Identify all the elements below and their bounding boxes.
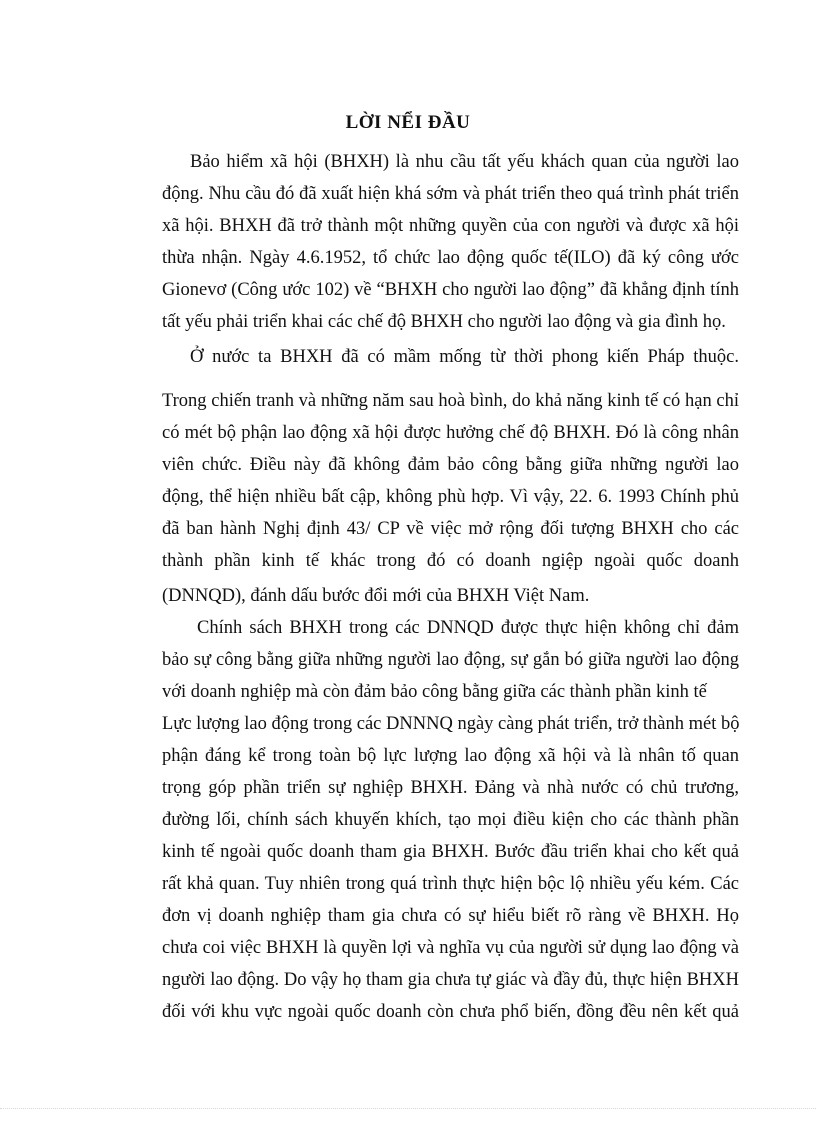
text-line: Trong chiến tranh và những năm sau hoà bình, do khả năng kinh tế có hạn chỉ [162, 391, 739, 411]
text-line: thừa nhận. Ngày 4.6.1952, tổ chức lao động quốc tế(ILO) đã ký công ước [162, 248, 739, 268]
text-line: động. Nhu cầu đó đã xuất hiện khá sớm và phát triển theo quá trình phát triển [162, 184, 739, 204]
text-line: đường lối, chính sách khuyến khích, tạo mọi điều kiện cho các thành phần [162, 810, 739, 830]
text-line: động, thể hiện nhiều bất cập, không phù hợp. Vì vậy, 22. 6. 1993 Chính phủ [162, 487, 739, 507]
text-line: tất yếu phải triển khai các chế độ BHXH cho người lao động và gia đình họ. [162, 312, 726, 332]
text-line: đã ban hành Nghị định 43/ CP về việc mở rộng đối tượng BHXH cho các [162, 519, 739, 539]
page-title: LỜI NỂI ĐẦU [345, 112, 471, 133]
text-line: kinh tế ngoài quốc doanh tham gia BHXH. Bước đầu triển khai cho kết quả [162, 842, 739, 862]
text-line: người lao động. Do vậy họ tham gia chưa tự giác và đầy đủ, thực hiện BHXH [162, 970, 739, 990]
text-line: với doanh nghiệp mà còn đảm bảo công bằng giữa các thành phần kinh tế [162, 682, 707, 702]
text-line: phận đáng kể trong toàn bộ lực lượng lao động xã hội và là nhân tố quan [162, 746, 739, 766]
text-line: bảo sự công bằng giữa những người lao động, sự gắn bó giữa người lao động [162, 650, 739, 670]
text-line: có mét bộ phận lao động xã hội được hưởng chế độ BHXH. Đó là công nhân [162, 423, 739, 443]
text-line: viên chức. Điều này đã không đảm bảo công bằng giữa những người lao [162, 455, 739, 475]
text-line: chưa coi việc BHXH là quyền lợi và nghĩa vụ của người sử dụng lao động và [162, 938, 739, 958]
page-bottom-divider [0, 1108, 816, 1109]
text-line: (DNNQD), đánh dấu bước đổi mới của BHXH Việt Nam. [162, 586, 590, 606]
text-line: đơn vị doanh nghiệp tham gia chưa có sự hiểu biết rõ ràng về BHXH. Họ [162, 906, 739, 926]
text-line: Bảo hiểm xã hội (BHXH) là nhu cầu tất yếu khách quan của người lao [190, 152, 739, 172]
text-line: Ở nước ta BHXH đã có mầm mống từ thời phong kiến Pháp thuộc. [190, 347, 739, 367]
text-line: Lực lượng lao động trong các DNNNQ ngày càng phát triển, trở thành mét bộ [162, 714, 740, 734]
text-line: xã hội. BHXH đã trở thành một những quyền của con người và được xã hội [162, 216, 739, 236]
text-line: rất khả quan. Tuy nhiên trong quá trình thực hiện bộc lộ nhiều yếu kém. Các [162, 874, 739, 894]
text-line: thành phần kinh tế khác trong đó có doanh ngiệp ngoài quốc doanh [162, 551, 739, 571]
text-line: trọng góp phần triển sự nghiệp BHXH. Đảng và nhà nước có chủ trương, [162, 778, 739, 798]
text-line: đối với khu vực ngoài quốc doanh còn chưa phổ biến, đồng đều nên kết quả [162, 1002, 739, 1022]
text-line: Chính sách BHXH trong các DNNQD được thực hiện không chỉ đảm [197, 618, 739, 638]
text-line: Gionevơ (Công ước 102) về “BHXH cho người lao động” đã khẳng định tính [162, 280, 739, 300]
